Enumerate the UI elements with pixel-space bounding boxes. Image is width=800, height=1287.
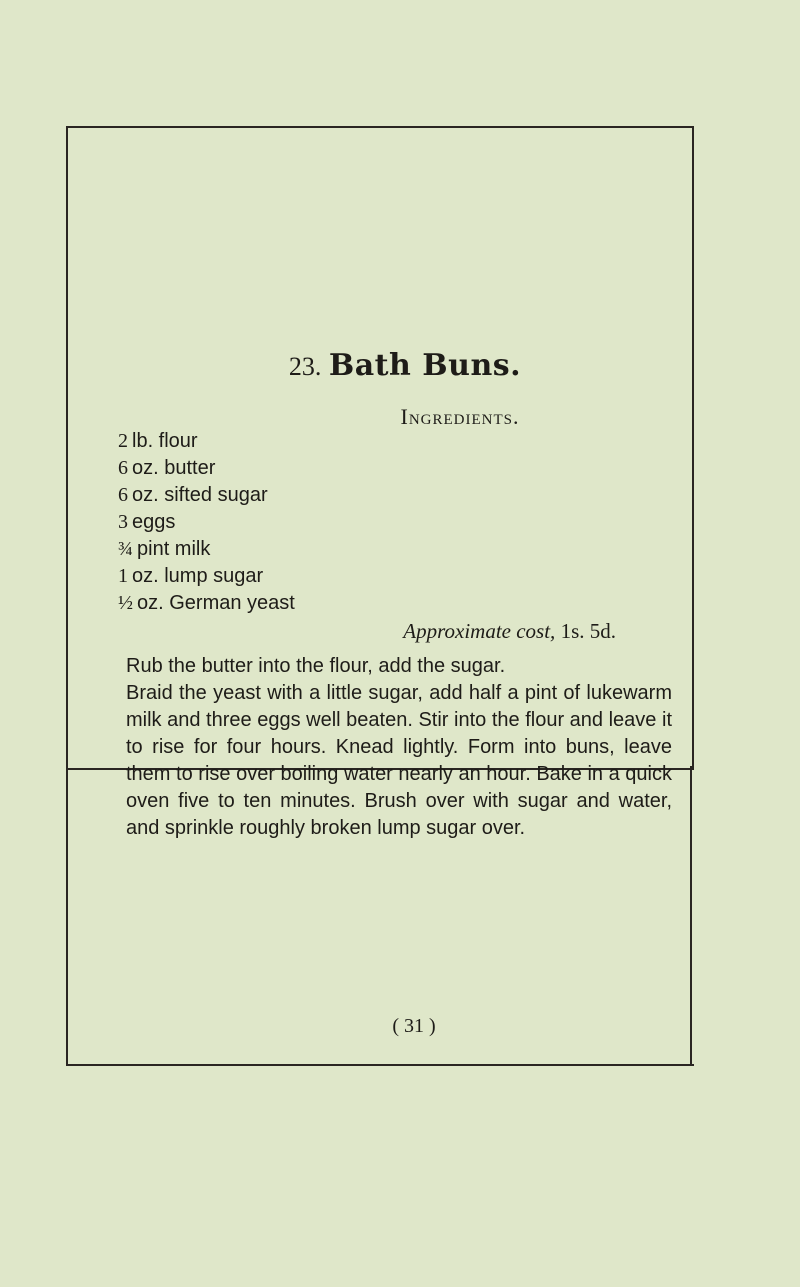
recipe-number: 23.: [288, 352, 322, 381]
ingredient-item: [118, 536, 295, 563]
ingredient-item: [118, 482, 295, 509]
ingredients-list: [118, 428, 295, 617]
ingredient-text: lb. flour: [132, 430, 198, 452]
ingredient-text: eggs: [132, 511, 176, 533]
ingredient-quantity: ½: [118, 592, 133, 614]
method-paragraph: Rub the butter into the flour, add the sugar.: [126, 655, 506, 677]
ingredient-text: oz. sifted sugar: [132, 484, 268, 506]
ingredient-quantity: 6: [118, 484, 128, 506]
cost-value: 1s. 5d.: [560, 619, 616, 643]
method-paragraph: Braid the yeast with a little sugar, add half a pint of lukewarm milk and three eggs well beaten. Stir into the flour and leave it to rise for four hours. Knead lightly. Form into buns, leave them to rise over boiling water nearly an hour. Bake in a quick oven five to ten minutes. Brush over with sugar and water, and sprinkle roughly broken lump sugar over.: [126, 682, 672, 839]
method-text: [126, 653, 672, 842]
ingredient-quantity: 2: [118, 430, 128, 452]
recipe-title: [0, 348, 800, 383]
ingredient-item: [118, 563, 295, 590]
ingredient-quantity: ¾: [118, 538, 133, 560]
approximate-cost: [403, 619, 616, 644]
page-number: ( 31 ): [392, 1015, 436, 1037]
cost-label: Approximate cost,: [403, 619, 556, 643]
ingredient-item: [118, 509, 295, 536]
ingredient-item: [118, 590, 295, 617]
ingredient-quantity: 3: [118, 511, 128, 533]
ingredient-item: [118, 428, 295, 455]
ingredient-text: oz. butter: [132, 457, 216, 479]
ingredient-item: [118, 455, 295, 482]
ingredients-heading: Ingredients.: [400, 404, 520, 429]
ingredient-text: oz. lump sugar: [132, 565, 264, 587]
recipe-name: Bath Buns.: [328, 348, 522, 383]
ingredient-quantity: 6: [118, 457, 128, 479]
ingredient-text: pint milk: [137, 538, 211, 560]
page-border-bottom: [66, 1064, 694, 1066]
ingredient-quantity: 1: [118, 565, 128, 587]
ingredient-text: oz. German yeast: [137, 592, 295, 614]
